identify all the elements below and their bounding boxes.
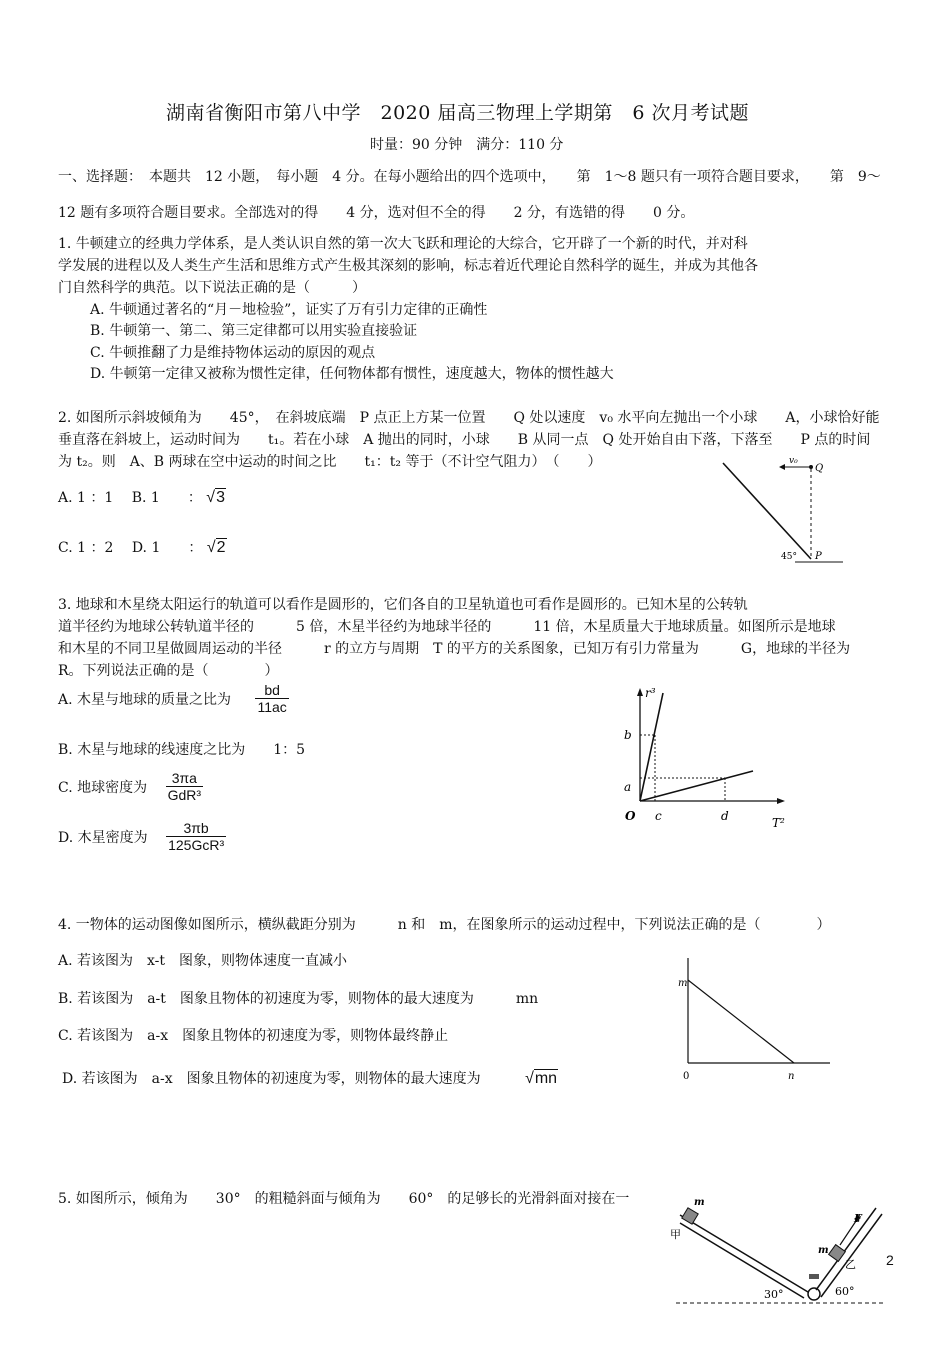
q-label: Q xyxy=(815,463,824,474)
q4-option-a: A. 若该图为 x-t 图象，则物体速度一直减小 xyxy=(58,953,348,969)
q4-stem: 4. 一物体的运动图像如图所示，横纵截距分别为 n 和 m，在图象所示的运动过程中，下列说法正确的是（ ） xyxy=(58,917,831,933)
y-axis-label: r³ xyxy=(645,686,656,700)
p-label: P xyxy=(815,551,822,562)
q1-option-a: A. 牛顿通过著名的“月－地检验”，证实了万有引力定律的正确性 xyxy=(90,302,488,318)
incline-30-lower xyxy=(680,1223,804,1298)
exam-meta: 时量：90 分钟 满分：110 分 xyxy=(370,137,564,153)
q2-figure xyxy=(715,455,850,570)
v0-arrowhead xyxy=(779,464,785,470)
q3-stem-line2: 道半径约为地球公转轨道半径的 5 倍，木星半径约为地球半径的 11 倍，木星质量大于地球质量。如图所示是地球 xyxy=(58,619,836,635)
q4-option-d-sqrt: √mn xyxy=(525,1070,558,1087)
q2-option-b-sqrt: √3 xyxy=(206,489,225,506)
q2-option-ab-text: A. 1 ：1 B. 1 ： xyxy=(58,490,202,506)
q3-option-d xyxy=(58,820,226,853)
q1-stem-line1: 1. 牛顿建立的经典力学体系，是人类认识自然的第一次大飞跃和理论的大综合，它开辟了一个新的时代，并对科 xyxy=(58,236,748,252)
page-title: 湖南省衡阳市第八中学 2020 届高三物理上学期第 6 次月考试题 xyxy=(166,102,750,124)
q3-option-a xyxy=(58,682,289,715)
pulley xyxy=(808,1288,820,1300)
block-jia xyxy=(682,1208,698,1224)
intercept-line xyxy=(688,980,794,1063)
d-label: d xyxy=(721,809,729,823)
jupiter-line xyxy=(640,693,663,801)
q3-option-a-text: A. 木星与地球的质量之比为 xyxy=(58,691,232,708)
c-label: c xyxy=(655,809,662,823)
q3-option-c-fraction xyxy=(166,770,203,803)
angle-label: 45° xyxy=(781,552,797,562)
q3-option-b: B. 木星与地球的线速度之比为 1：5 xyxy=(58,742,306,758)
q3-option-c xyxy=(58,770,203,803)
block-label-jia: 甲 xyxy=(670,1228,681,1241)
q4-option-b: B. 若该图为 a-t 图象且物体的初速度为零，则物体的最大速度为 mn xyxy=(58,991,539,1007)
v0-label: v₀ xyxy=(789,456,798,466)
origin-label: O xyxy=(625,809,636,823)
section-instructions-line2: 12 题有多项符合题目要求。全部选对的得 4 分，选对但不全的得 2 分，有选错的得 0 分。 xyxy=(58,205,695,221)
q1-option-c: C. 牛顿推翻了力是维持物体运动的原因的观点 xyxy=(90,345,376,361)
q4-option-d-text: D. 若该图为 a-x 图象且物体的初速度为零，则物体的最大速度为 xyxy=(62,1071,481,1087)
origin-label: 0 xyxy=(683,1071,690,1082)
mass-label-yi: m xyxy=(818,1245,829,1256)
q4-option-c: C. 若该图为 a-x 图象且物体的初速度为零，则物体最终静止 xyxy=(58,1028,449,1044)
b-label: b xyxy=(624,728,632,742)
pulley-support xyxy=(809,1274,819,1279)
x-axis-arrowhead xyxy=(777,798,785,804)
fraction-numerator: 3πa xyxy=(166,770,203,787)
q1-stem-line3: 门自然科学的典范。以下说法正确的是（ ） xyxy=(58,280,366,296)
q2-option-b-radicand: 3 xyxy=(216,489,225,506)
q2-option-ab xyxy=(58,487,226,507)
q4-option-d xyxy=(62,1068,558,1088)
q2-stem-line3: 为 t₂。则 A、B 两球在空中运动的时间之比 t₁：t₂ 等于（不计空气阻力） （ ） xyxy=(58,454,602,470)
incline-30-upper xyxy=(680,1215,808,1292)
q1-option-d: D. 牛顿第一定律又被称为惯性定律，任何物体都有惯性，速度越大，物体的惯性越大 xyxy=(90,366,614,382)
q3-stem-line1: 3. 地球和木星绕太阳运行的轨道可以看作是圆形的，它们各自的卫星轨道也可看作是圆形的。已知木星的公转轨 xyxy=(58,597,748,613)
angle-30-label: 30° xyxy=(764,1288,784,1301)
fraction-denominator: GdR³ xyxy=(167,787,202,803)
m-label: m xyxy=(678,978,688,989)
q5-figure xyxy=(668,1190,888,1310)
point-q xyxy=(809,465,813,469)
q2-option-cd-text: C. 1 ：2 D. 1 ： xyxy=(58,540,203,556)
q1-stem-line2: 学发展的进程以及人类生产生活和思维方式产生极其深刻的影响，标志着近代理论自然科学的诞生，并成为其他各 xyxy=(58,258,758,274)
q1-option-b: B. 牛顿第一、第二、第三定律都可以用实验直接验证 xyxy=(90,323,418,339)
fraction-numerator: 3πb xyxy=(166,820,226,837)
q5-stem: 5. 如图所示，倾角为 30° 的粗糙斜面与倾角为 60° 的足够长的光滑斜面对接在一 xyxy=(58,1191,630,1207)
x-axis-label: T² xyxy=(772,816,785,830)
mass-label-jia: m xyxy=(694,1197,705,1208)
q3-stem-line3: 和木星的不同卫星做圆周运动的半径 r 的立方与周期 T 的平方的关系图象，已知万有引力常量为 G，地球的半径为 xyxy=(58,641,851,657)
n-label: n xyxy=(788,1071,795,1082)
q3-option-d-text: D. 木星密度为 xyxy=(58,829,148,846)
q2-stem-line1: 2. 如图所示斜坡倾角为 45°， 在斜坡底端 P 点正上方某一位置 Q 处以速度 v₀ 水平向左抛出一个小球 A，小球恰好能 xyxy=(58,410,880,426)
q3-option-c-text: C. 地球密度为 xyxy=(58,779,148,796)
y-axis-arrowhead xyxy=(637,688,643,696)
q2-option-d-radicand: 2 xyxy=(216,539,226,556)
force-f-label: F xyxy=(854,1212,862,1225)
q2-option-cd xyxy=(58,537,227,557)
slope-line xyxy=(723,463,811,559)
block-yi xyxy=(829,1245,846,1262)
q2-option-d-sqrt: √2 xyxy=(206,539,226,556)
fraction-denominator: 125GcR³ xyxy=(168,837,225,853)
q3-option-a-fraction xyxy=(255,682,288,715)
q3-option-d-fraction xyxy=(166,820,226,853)
q2-stem-line2: 垂直落在斜坡上，运动时间为 t₁。若在小球 A 抛出的同时，小球 B 从同一点 Q 处开始自由下落，下落至 P 点的时间 xyxy=(58,432,871,448)
fraction-numerator: bd xyxy=(255,682,288,699)
q4-graph xyxy=(670,950,840,1090)
block-label-yi: 乙 xyxy=(845,1258,856,1271)
fraction-denominator: 11ac xyxy=(257,699,287,715)
page-number: 2 xyxy=(886,1252,894,1268)
q3-graph xyxy=(615,683,795,833)
q4-option-d-radicand: mn xyxy=(534,1070,558,1087)
a-label: a xyxy=(624,780,632,794)
angle-60-label: 60° xyxy=(835,1285,855,1298)
q3-stem-line4: R。下列说法正确的是（ ） xyxy=(58,663,279,679)
earth-line xyxy=(640,771,753,801)
section-instructions-line1: 一、选择题： 本题共 12 小题， 每小题 4 分。在每小题给出的四个选项中， 第 1～8 题只有一项符合题目要求， 第 9～ xyxy=(58,169,881,185)
